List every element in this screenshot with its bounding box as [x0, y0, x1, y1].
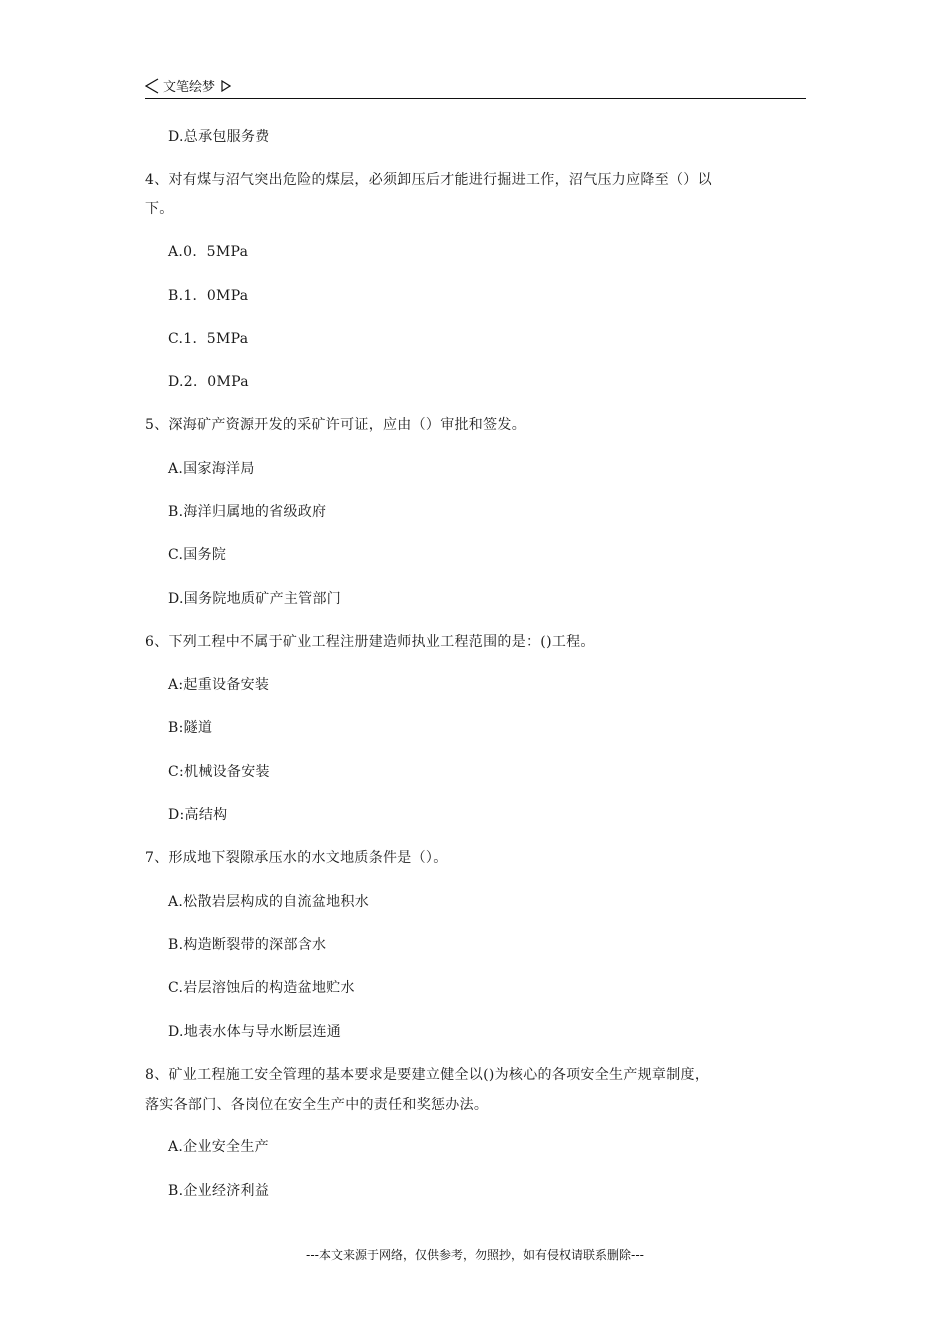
option-line: C.岩层溶蚀后的构造盆地贮水: [168, 980, 355, 996]
question-line: 4、对有煤与沼气突出危险的煤层，必须卸压后才能进行掘进工作，沼气压力应降至（）以: [145, 172, 712, 188]
option-line: B.构造断裂带的深部含水: [168, 937, 327, 953]
option-line: A:起重设备安装: [168, 677, 270, 693]
option-line: B.海洋归属地的省级政府: [168, 504, 327, 520]
triangle-left-icon: [145, 78, 159, 94]
triangle-right-icon: [221, 80, 231, 92]
option-line: C.国务院: [168, 547, 227, 563]
brand-name: 文笔绘梦: [163, 80, 216, 95]
option-line: B.1．0MPa: [168, 288, 249, 304]
option-line: A.松散岩层构成的自流盆地积水: [168, 894, 370, 910]
option-line: D.总承包服务费: [168, 129, 270, 145]
option-line: B:隧道: [168, 720, 213, 736]
page-header: [145, 74, 806, 99]
page-footer: ---本文来源于网络，仅供参考，勿照抄，如有侵权请联系删除---: [306, 1248, 644, 1262]
brand-logo: [145, 76, 231, 95]
option-line: A.0．5MPa: [168, 244, 249, 260]
question-line: 5、深海矿产资源开发的采矿许可证，应由（）审批和签发。: [145, 417, 527, 433]
option-line: D.地表水体与导水断层连通: [168, 1024, 342, 1040]
question-line: 落实各部门、各岗位在安全生产中的责任和奖惩办法。: [145, 1097, 489, 1113]
question-line: 7、形成地下裂隙承压水的水文地质条件是（）。: [145, 850, 448, 866]
question-line: 8、矿业工程施工安全管理的基本要求是要建立健全以()为核心的各项安全生产规章制度，: [145, 1067, 710, 1083]
option-line: C:机械设备安装: [168, 764, 270, 780]
option-line: D.国务院地质矿产主管部门: [168, 591, 342, 607]
option-line: D.2．0MPa: [168, 374, 249, 390]
option-line: A.企业安全生产: [168, 1139, 269, 1155]
question-line: 6、下列工程中不属于矿业工程注册建造师执业工程范围的是：()工程。: [145, 634, 595, 650]
option-line: B.企业经济利益: [168, 1183, 270, 1199]
option-line: A.国家海洋局: [168, 461, 255, 477]
question-line: 下。: [145, 201, 174, 217]
option-line: D:高结构: [168, 807, 228, 823]
option-line: C.1．5MPa: [168, 331, 249, 347]
